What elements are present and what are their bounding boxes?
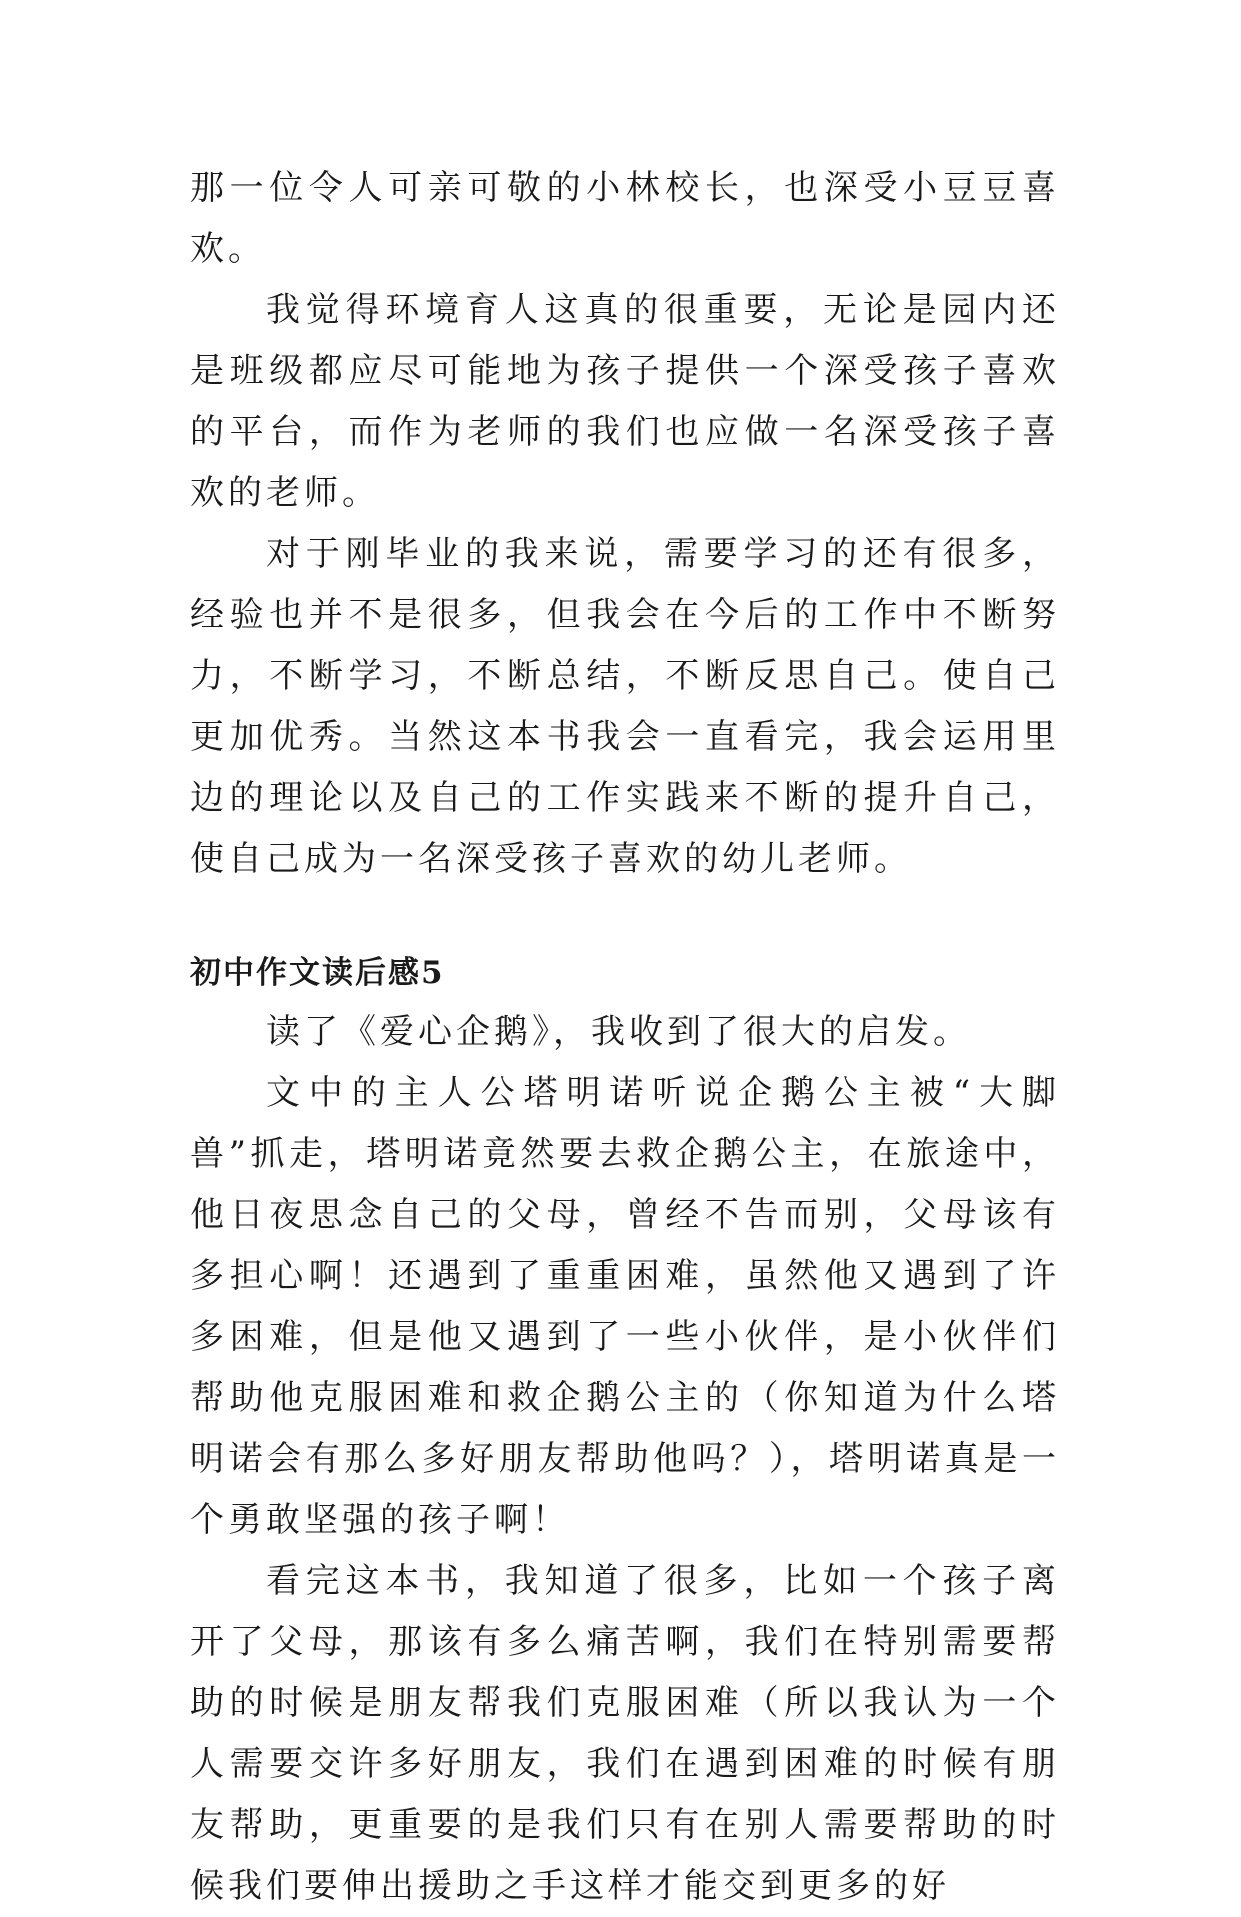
section-title: 初中作文读后感5 bbox=[190, 955, 445, 991]
paragraph: 那一位令人可亲可敬的小林校长，也深受小豆豆喜欢。 bbox=[190, 168, 1060, 269]
document-body bbox=[190, 158, 1060, 1917]
paragraph: 文中的主人公塔明诺听说企鹅公主被“大脚兽”抓走，塔明诺竟然要去救企鹅公主，在旅途中，他日夜思念自己的父母，曾经不告而别，父母该有多担心啊！还遇到了重重困难，虽然他又遇到了许多困难，但是他又遇到了一些小伙伴，是小伙伴们帮助他克服困难和救企鹅公主的（你知道为什么塔明诺会有那么多好朋友帮助他吗？），塔明诺真是一个勇敢坚强的孩子啊！ bbox=[190, 1073, 1060, 1540]
paragraph: 我觉得环境育人这真的很重要，无论是园内还是班级都应尽可能地为孩子提供一个深受孩子喜欢的平台，而作为老师的我们也应做一名深受孩子喜欢的老师。 bbox=[190, 290, 1060, 513]
paragraph: 对于刚毕业的我来说，需要学习的还有很多，经验也并不是很多，但我会在今后的工作中不断努力，不断学习，不断总结，不断反思自己。使自己更加优秀。当然这本书我会一直看完，我会运用里边的理论以及自己的工作实践来不断的提升自己，使自己成为一名深受孩子喜欢的幼儿老师。 bbox=[190, 534, 1060, 879]
paragraph: 看完这本书，我知道了很多，比如一个孩子离开了父母，那该有多么痛苦啊，我们在特别需要帮助的时候是朋友帮我们克服困难（所以我认为一个人需要交许多好朋友，我们在遇到困难的时候有朋友帮助，更重要的是我们只有在别人需要帮助的时候我们要伸出援助之手这样才能交到更多的好 bbox=[190, 1561, 1060, 1906]
paragraph: 读了《爱心企鹅》，我收到了很大的启发。 bbox=[266, 1012, 971, 1052]
